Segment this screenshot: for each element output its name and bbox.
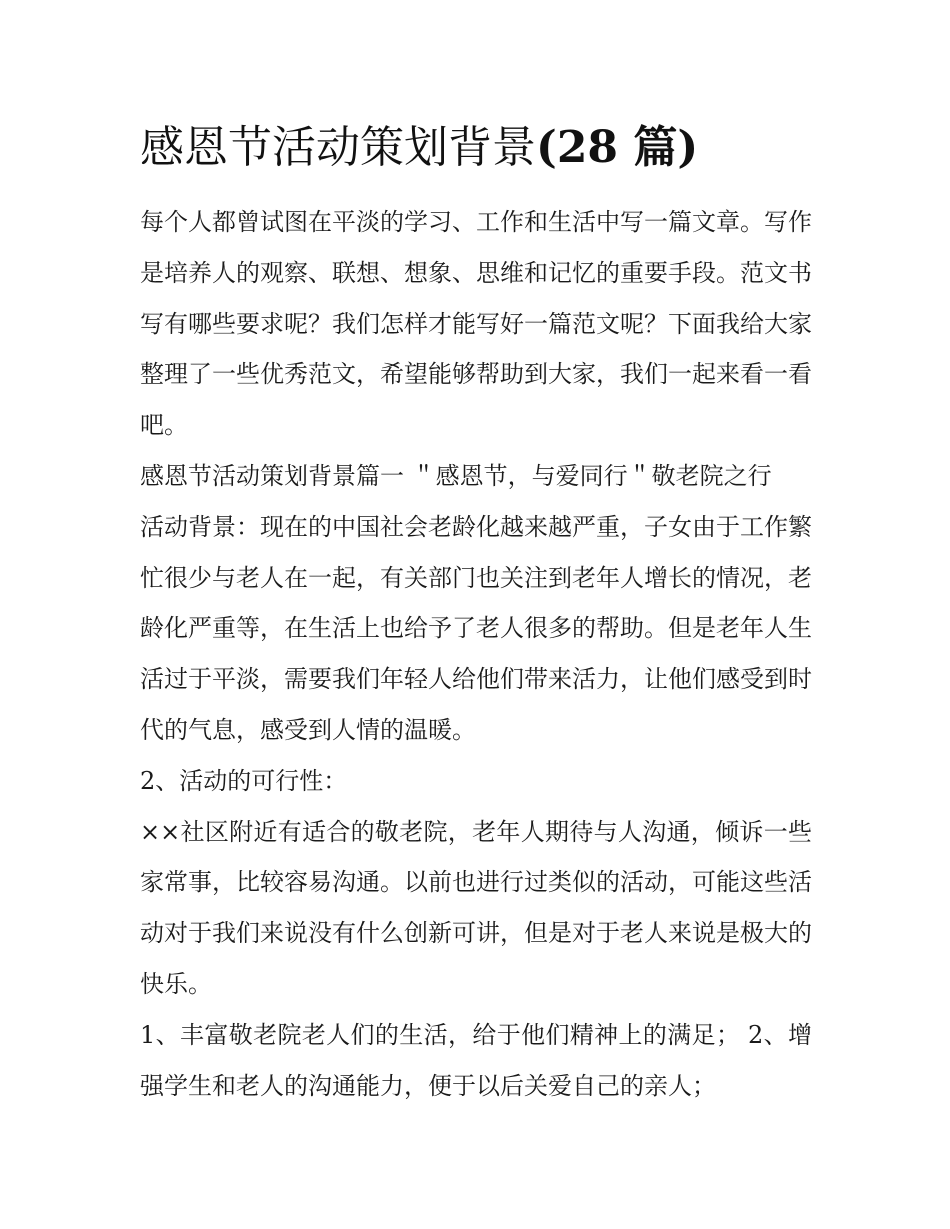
paragraph-background: 活动背景：现在的中国社会老龄化越来越严重，子女由于工作繁忙很少与老人在一起，有关部门也关注到老年人增长的情况，老龄化严重等，在生活上也给予了老人很多的帮助。但是老年人生活过于平淡，需要我们年轻人给他们带来活力，让他们感受到时代的气息，感受到人情的温暖。 (140, 512, 812, 744)
document-title-main: 感恩节活动策划背景 (140, 122, 536, 173)
paragraph-feasibility-heading: 2、活动的可行性： (140, 766, 348, 795)
paragraph-intro: 每个人都曾试图在平淡的学习、工作和生活中写一篇文章。写作是培养人的观察、联想、想象、思维和记忆的重要手段。范文书写有哪些要求呢？我们怎样才能写好一篇范文呢？下面我给大家整理了一些优秀范文，希望能够帮助到大家，我们一起来看一看吧。 (140, 208, 812, 440)
document-title-count: (28 篇) (536, 122, 699, 173)
document-title (140, 118, 820, 178)
document-body (140, 197, 812, 1111)
paragraph-goals: 1、丰富敬老院老人们的生活，给于他们精神上的满足； 2、增强学生和老人的沟通能力，便于以后关爱自己的亲人； (140, 1020, 812, 1100)
paragraph-feasibility: ××社区附近有适合的敬老院，老年人期待与人沟通，倾诉一些家常事，比较容易沟通。以前也进行过类似的活动，可能这些活动对于我们来说没有什么创新可讲，但是对于老人来说是极大的快乐。 (140, 817, 812, 998)
paragraph-section-heading: 感恩节活动策划背景篇一 ＂感恩节，与爱同行＂敬老院之行 (140, 461, 772, 490)
